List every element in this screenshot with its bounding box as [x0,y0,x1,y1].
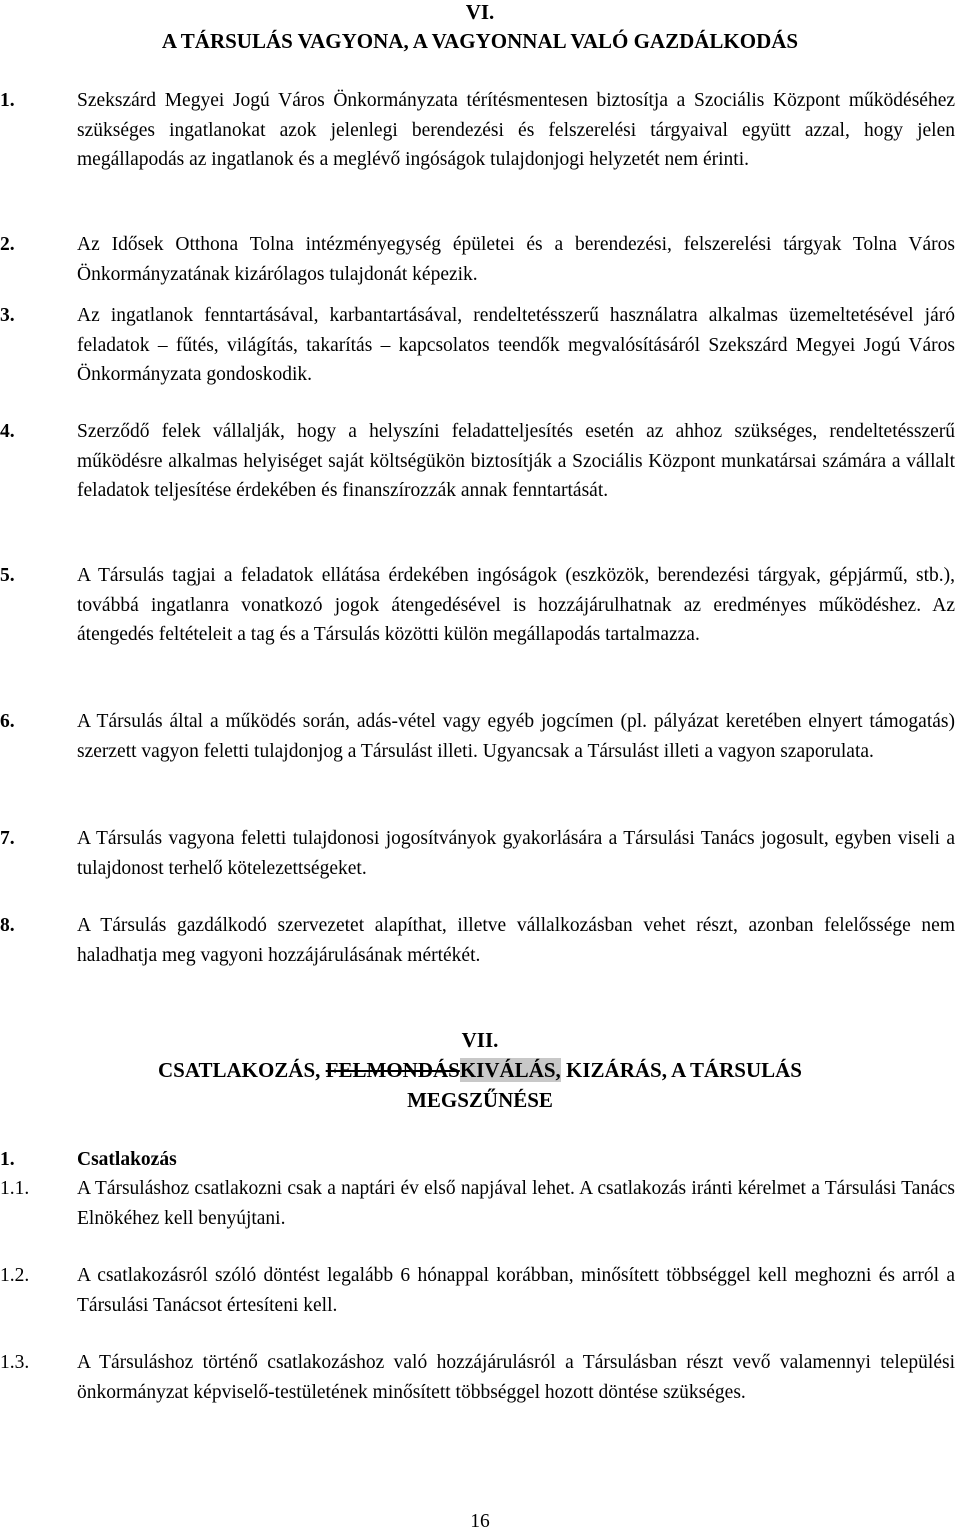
subheading-number: 1. [0,1149,15,1170]
item-number: 8. [0,915,15,936]
section-number: VI. [465,0,495,24]
item-text: A csatlakozásról szóló döntést legalább 6 hónappal korábban, minősített többséggel kell meghozni és arról a Társulási Tanácsot értesíteni kell. [77,1265,955,1316]
section-number: VII. [461,1028,499,1052]
item-text: A Társuláshoz történő csatlakozáshoz való hozzájárulásról a Társulásban részt vevő valamennyi települési önkormányzat képviselő-testületének minősített többséggel hozott döntése szükséges. [77,1352,955,1403]
section-title: A TÁRSULÁS VAGYONA, A VAGYONNAL VALÓ GAZDÁLKODÁS [161,29,799,53]
item-number: 1. [0,90,15,111]
page-number: 16 [470,1511,490,1532]
item-text: A Társulás gazdálkodó szervezetet alapíthat, illetve vállalkozásban vehet részt, azonban felelőssége nem haladhatja meg vagyoni hozzájárulásának mértékét. [77,915,955,966]
struck-text: FELMONDÁS [325,1058,460,1082]
item-text: Szerződő felek vállalják, hogy a helyszíni feladatteljesítés esetén az ahhoz szükséges, rendeltetésszerű működésre alkalmas helyiséget saját költségükön biztosítják a Szociális Központ munkatársai számára a vállalt feladatok teljesítése érdekében és finanszírozzák annak fenntartását. [77,421,955,502]
highlighted-text: KIVÁLÁS, [459,1058,561,1082]
item-text: A Társulás vagyona feletti tulajdonosi jogosítványok gyakorlására a Társulási Tanács jogosult, egyben viseli a tulajdonost terhelő kötelezettségeket. [77,828,955,879]
item-text: Az ingatlanok fenntartásával, karbantartásával, rendeltetésszerű használatra alkalmas üzemeltetésével járó feladatok – fűtés, világítás, takarítás – kapcsolatos teendők megvalósításáról Szekszárd Megyei Jogú Város Önkormányzata gondoskodik. [77,305,955,386]
item-number: 7. [0,828,15,849]
item-number: 5. [0,565,15,586]
section-title [0,1055,960,1085]
item-number: 1.1. [0,1178,30,1199]
item-number: 4. [0,421,15,442]
title-part: CSATLAKOZÁS, [158,1058,321,1082]
item-text: A Társuláshoz csatlakozni csak a naptári év első napjával lehet. A csatlakozás iránti kérelmet a Társulási Tanács Elnökéhez kell benyújtani. [77,1178,955,1229]
item-text: A Társulás tagjai a feladatok ellátása érdekében ingóságok (eszközök, berendezési tárgyak, gépjármű, stb.), továbbá ingatlanra vonatkozó jogok átengedésével is hozzájárulhatnak az eredményes működéshez. Az átengedés feltételeit a tag és a Társulás közötti külön megállapodás tartalmazza. [77,565,955,646]
item-number: 2. [0,234,15,255]
item-text: Szekszárd Megyei Jogú Város Önkormányzata térítésmentesen biztosítja a Szociális Központ működéséhez szükséges ingatlanokat azok jelenlegi berendezési és felszerelési tárgyaival együtt azzal, hogy jelen megállapodás az ingatlanok és a meglévő ingóságok tulajdonjogi helyzetét nem érinti. [77,90,955,171]
item-number: 1.2. [0,1265,30,1286]
item-number: 3. [0,305,15,326]
subheading-text: Csatlakozás [77,1149,177,1170]
item-number: 1.3. [0,1352,30,1373]
section-title-line2: MEGSZŰNÉSE [407,1088,553,1112]
item-text: A Társulás által a működés során, adás-vétel vagy egyéb jogcímen (pl. pályázat keretében elnyert támogatás) szerzett vagyon feletti tulajdonjog a Társulást illeti. Ugyancsak a Társulást illeti a vagyon szaporulata. [77,711,955,762]
item-number: 6. [0,711,15,732]
title-part: KIZÁRÁS, A TÁRSULÁS [566,1058,802,1082]
item-text: Az Idősek Otthona Tolna intézményegység épületei és a berendezési, felszerelési tárgyak Tolna Város Önkormányzatának kizárólagos tulajdonát képezik. [77,234,955,285]
